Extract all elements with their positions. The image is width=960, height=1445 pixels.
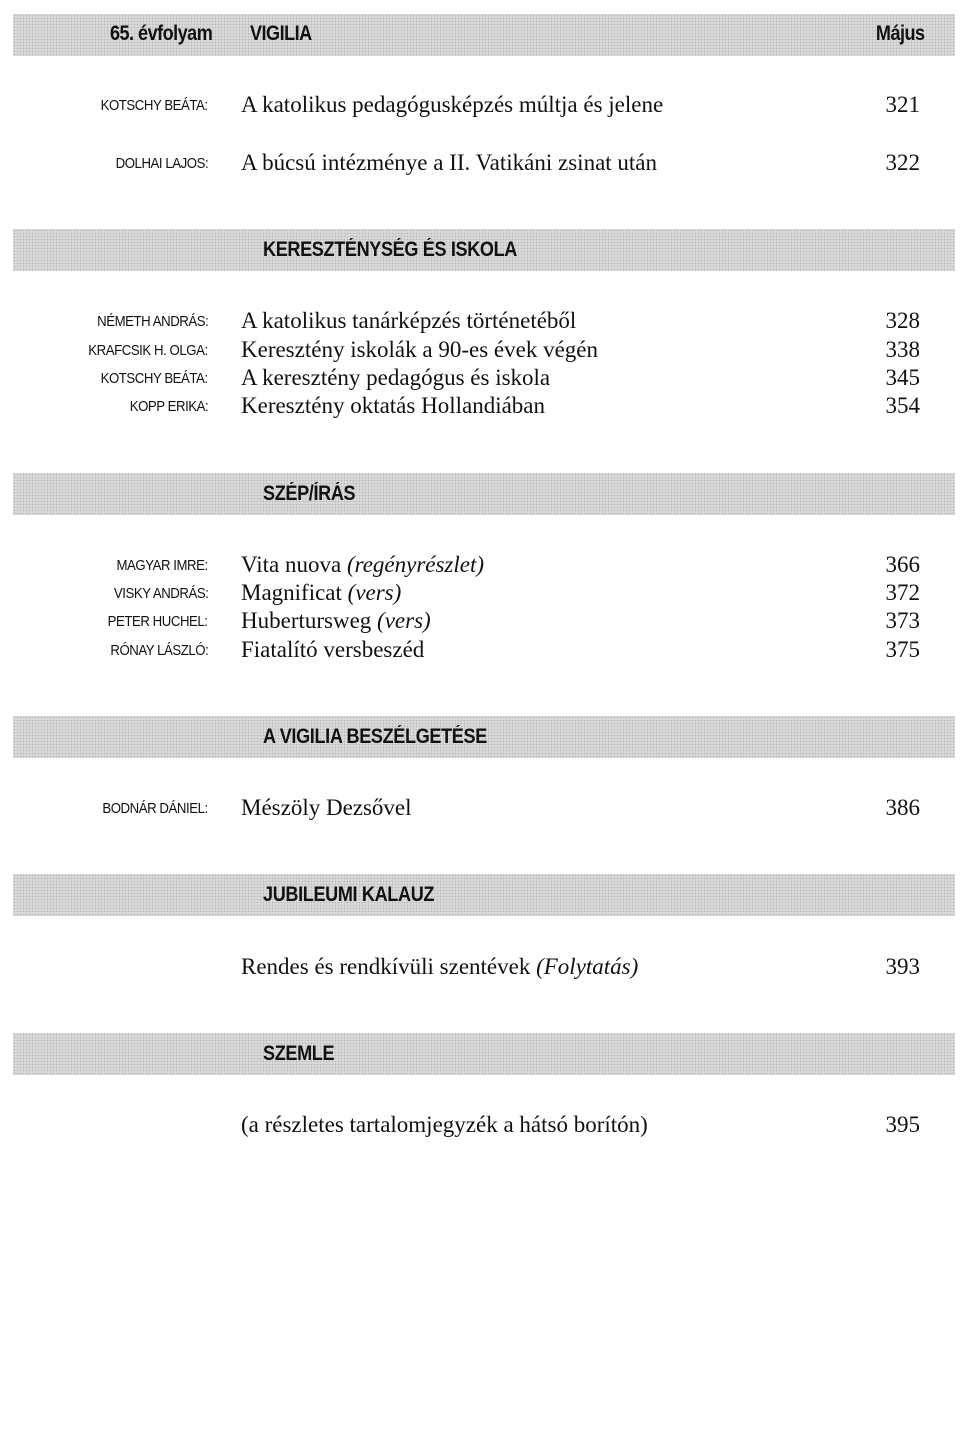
entry-page: 328 [885,308,920,333]
section-heading: KERESZTÉNYSÉG ÉS ISKOLA [263,238,518,261]
volume-label: 65. évfolyam [110,22,213,45]
entry-page: 322 [885,150,920,175]
entry-page: 321 [885,92,920,117]
section-heading: JUBILEUMI KALAUZ [263,883,435,906]
entry-title: Hubertursweg (vers) [241,608,431,633]
journal-title: VIGILIA [250,22,312,45]
entry-page: 375 [885,637,920,662]
entry-page: 372 [885,580,920,605]
section-heading-band [13,1033,955,1075]
entry-author: PETER HUCHEL: [108,613,208,630]
toc-entry[interactable] [0,365,960,393]
entry-author: KOTSCHY BEÁTA: [100,97,208,114]
entry-title: Magnificat (vers) [241,580,402,605]
section-heading: SZÉP/ÍRÁS [263,482,356,505]
entry-title: Keresztény oktatás Hollandiában [241,393,545,418]
section-heading-band [13,229,955,271]
entry-page: 373 [885,608,920,633]
entry-author: RÓNAY LÁSZLÓ: [110,642,208,659]
toc-entry[interactable] [0,92,960,120]
section-heading: A VIGILIA BESZÉLGETÉSE [263,725,487,748]
entry-author: NÉMETH ANDRÁS: [96,313,208,330]
toc-entry[interactable] [0,337,960,365]
entry-author: DOLHAI LAJOS: [115,155,208,172]
entry-title: A katolikus tanárképzés történetéből [241,308,577,333]
toc-entry[interactable] [0,150,960,178]
toc-entry[interactable] [0,608,960,636]
toc-entry[interactable] [0,393,960,421]
entry-page: 338 [885,337,920,362]
entry-page: 386 [885,795,920,820]
entry-author: MAGYAR IMRE: [116,557,208,574]
header-band [13,14,955,56]
entry-title: Fiatalító versbeszéd [241,637,425,662]
toc-entry[interactable] [0,954,960,982]
section-heading-band [13,716,955,758]
entry-title: Vita nuova (regényrészlet) [241,552,485,577]
section-heading: SZEMLE [263,1042,335,1065]
entry-title: A katolikus pedagógusképzés múltja és jelene [241,92,664,117]
toc-entry[interactable] [0,552,960,580]
entry-author: VISKY ANDRÁS: [113,585,208,602]
section-heading-band [13,874,955,916]
toc-entry[interactable] [0,308,960,336]
month-label: Május [876,22,925,45]
entry-title: A keresztény pedagógus és iskola [241,365,551,390]
toc-entry[interactable] [0,795,960,823]
entry-page: 345 [885,365,920,390]
entry-title: Rendes és rendkívüli szentévek (Folytatás) [241,954,639,979]
entry-page: 354 [885,393,920,418]
entry-author: BODNÁR DÁNIEL: [102,800,208,817]
entry-author: KRAFCSIK H. OLGA: [88,342,208,359]
toc-entry[interactable] [0,637,960,665]
entry-title: A búcsú intézménye a II. Vatikáni zsinat után [241,150,658,175]
entry-title: (a részletes tartalomjegyzék a hátsó borítón) [241,1112,648,1137]
entry-title: Mészöly Dezsővel [241,795,412,820]
entry-page: 393 [885,954,920,979]
entry-page: 366 [885,552,920,577]
entry-author: KOTSCHY BEÁTA: [100,370,208,387]
toc-entry[interactable] [0,580,960,608]
section-heading-band [13,473,955,515]
entry-page: 395 [885,1112,920,1137]
entry-title: Keresztény iskolák a 90-es évek végén [241,337,598,362]
toc-entry[interactable] [0,1112,960,1140]
entry-author: KOPP ERIKA: [129,398,208,415]
